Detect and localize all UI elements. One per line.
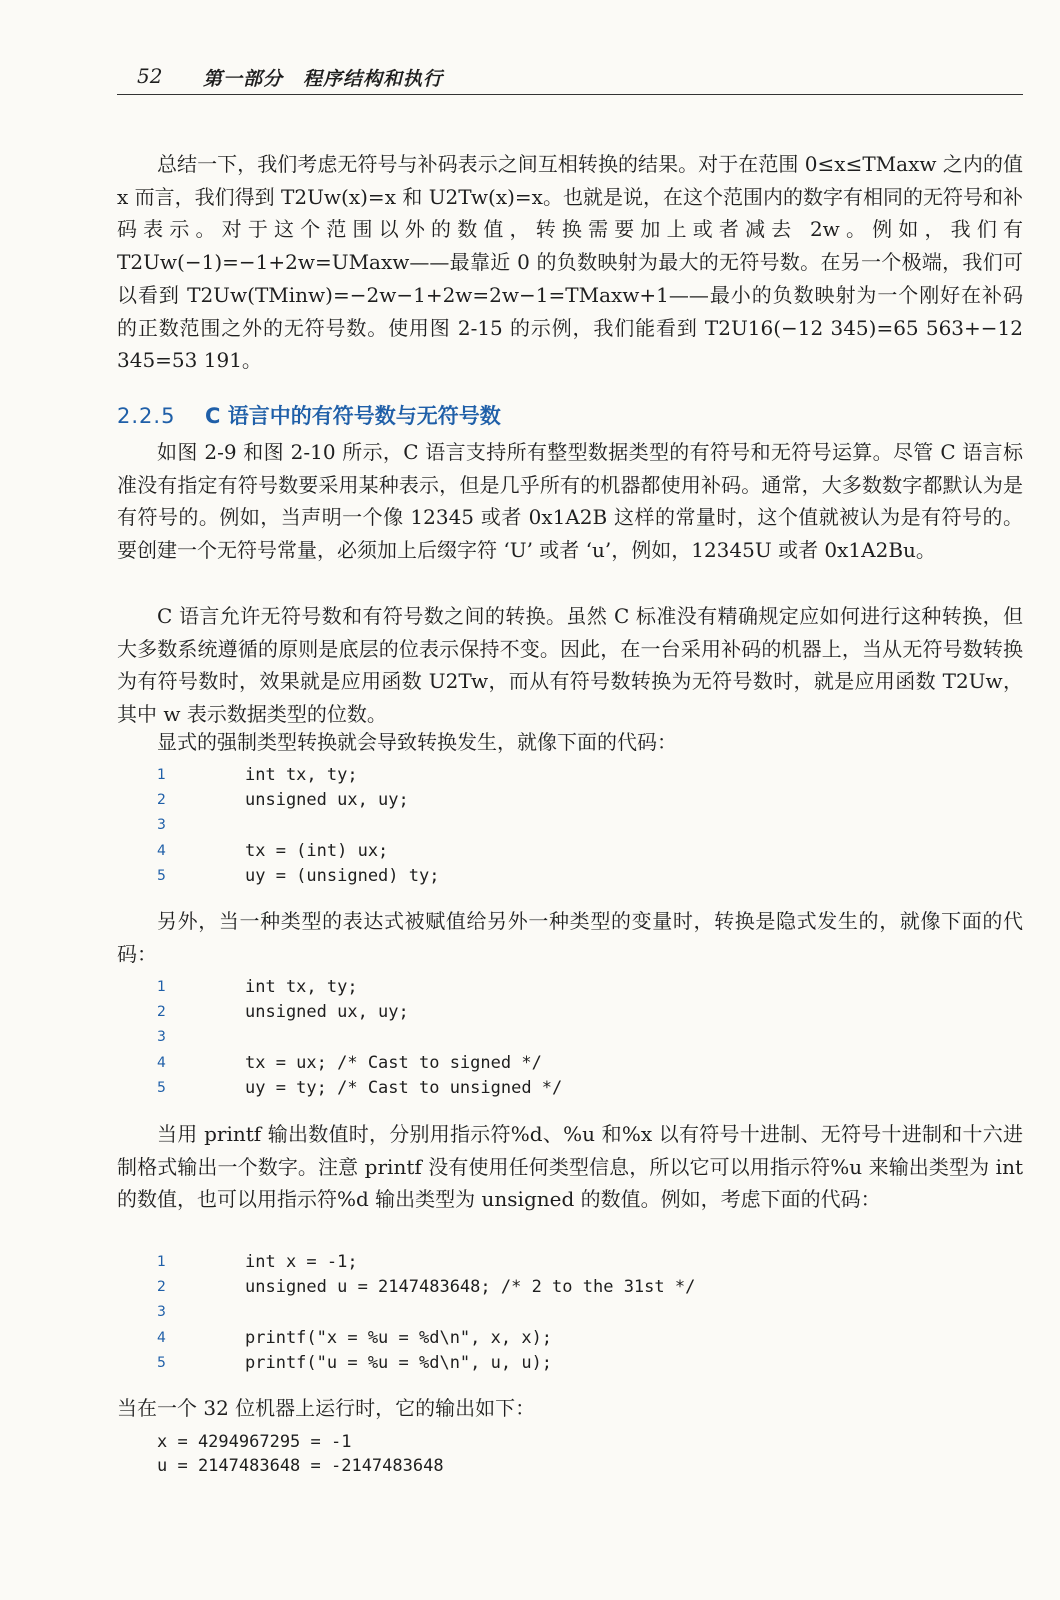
output-line: x = 4294967295 = -1 (157, 1432, 352, 1452)
line-number: 1 (157, 979, 166, 995)
code-line (157, 839, 1017, 864)
code-line (157, 1250, 1017, 1275)
line-number: 4 (157, 1329, 166, 1346)
code-text: unsigned ux, uy; (245, 790, 409, 811)
running-header (117, 60, 1023, 95)
code-text: uy = ty; /* Cast to unsigned */ (245, 1077, 563, 1098)
code-line (157, 864, 1017, 889)
code-text: unsigned ux, uy; (245, 1002, 409, 1023)
paragraph-conversion: C 语言允许无符号数和有符号数之间的转换。虽然 C 标准没有精确规定应如何进行这种转换，但大多数系统遵循的原则是底层的位表示保持不变。因此，在一台采用补码的机器上，当从无符号数转换为有符号数时，效果就是应用函数 U2Tw，而从有符号数转换为无符号数时，就是应用函数 T2Uw，其中 w 表示数据类型的位数。 (117, 604, 1023, 727)
line-number: 5 (157, 1354, 166, 1371)
code-line (157, 1351, 1017, 1376)
code-line (157, 813, 1017, 838)
code-text: int tx, ty; (245, 977, 358, 997)
paragraph-implicit-cast: 另外，当一种类型的表达式被赋值给另外一种类型的变量时，转换是隐式发生的，就像下面的代码： (117, 909, 1023, 966)
code-text: uy = (unsigned) ty; (245, 865, 440, 886)
line-number: 1 (157, 1254, 166, 1270)
code-line (157, 1000, 1017, 1025)
line-number: 5 (157, 1079, 166, 1096)
code-text: int x = -1; (245, 1252, 358, 1272)
line-number: 3 (157, 817, 166, 834)
code-line (157, 1025, 1017, 1050)
section-number: 2.2.5 (117, 404, 176, 428)
output-line: u = 2147483648 = -2147483648 (157, 1456, 444, 1476)
code-line (157, 1300, 1017, 1325)
code-line (157, 1275, 1017, 1300)
code-text: printf("u = %u = %d\n", u, u); (245, 1352, 553, 1373)
page-number: 52 (137, 64, 163, 88)
code-text: int tx, ty; (245, 765, 358, 785)
line-number: 2 (157, 1279, 166, 1296)
line-number: 5 (157, 867, 166, 884)
line-number: 4 (157, 1054, 166, 1071)
line-number: 3 (157, 1304, 166, 1321)
line-number: 4 (157, 842, 166, 859)
paragraph-output-intro: 当在一个 32 位机器上运行时，它的输出如下： (117, 1396, 536, 1420)
code-line (157, 1051, 1017, 1076)
code-line (157, 788, 1017, 813)
code-text: tx = ux; /* Cast to signed */ (245, 1052, 542, 1073)
paragraph-printf: 当用 printf 输出数值时，分别用指示符%d、%u 和%x 以有符号十进制、无符号十进制和十六进制格式输出一个数字。注意 printf 没有使用任何类型信息，所以它可以用指示符%u 来输出类型为 int 的数值，也可以用指示符%d 输出类型为 unsigned 的数值。例如，考虑下面的代码： (117, 1122, 1023, 1212)
code-text: tx = (int) ux; (245, 840, 389, 861)
code-text: unsigned u = 2147483648; /* 2 to the 31st */ (245, 1277, 696, 1298)
line-number: 2 (157, 792, 166, 809)
code-line (157, 975, 1017, 1000)
code-text: printf("x = %u = %d\n", x, x); (245, 1327, 553, 1348)
code-line (157, 763, 1017, 788)
paragraph-c-signed: 如图 2-9 和图 2-10 所示，C 语言支持所有整型数据类型的有符号和无符号运算。尽管 C 语言标准没有指定有符号数要采用某种表示，但是几乎所有的机器都使用补码。通常，大多数数字都默认为是有符号的。例如，当声明一个像 12345 或者 0x1A2B 这样的常量时，这个值就被认为是有符号的。要创建一个无符号常量，必须加上后缀字符 ‘U’ 或者 ‘u’，例如，12345U 或者 0x1A2Bu。 (117, 440, 1023, 563)
paragraph-summary: 总结一下，我们考虑无符号与补码表示之间互相转换的结果。对于在范围 0≤x≤TMaxw 之内的值 x 而言，我们得到 T2Uw(x)=x 和 U2Tw(x)=x。也就是说，在这个范围内的数字有相同的无符号和补码表示。对于这个范围以外的数值，转换需要加上或者减去 2w。例如，我们有 T2Uw(−1)=−1+2w=UMaxw——最靠近 0 的负数映射为最大的无符号数。在另一个极端，我们可以看到 T2Uw(TMinw)=−2w−1+2w=2w−1=TMaxw+1——最小的负数映射为一个刚好在补码的正数范围之外的无符号数。使用图 2-15 的示例，我们能看到 T2U16(−12 345)=65 563+−12 345=53 191。 (117, 152, 1023, 373)
program-output (157, 1430, 444, 1478)
code-listing-implicit (157, 975, 1017, 1101)
code-listing-explicit (157, 763, 1017, 889)
paragraph-explicit-cast: 显式的强制类型转换就会导致转换发生，就像下面的代码： (157, 730, 677, 754)
section-heading (117, 400, 1023, 430)
running-title: 第一部分 程序结构和执行 (203, 68, 444, 90)
line-number: 3 (157, 1029, 166, 1046)
line-number: 1 (157, 767, 166, 783)
code-line (157, 1076, 1017, 1101)
code-line (157, 1326, 1017, 1351)
section-title: C 语言中的有符号数与无符号数 (205, 404, 501, 428)
line-number: 2 (157, 1004, 166, 1021)
code-listing-printf (157, 1250, 1017, 1376)
